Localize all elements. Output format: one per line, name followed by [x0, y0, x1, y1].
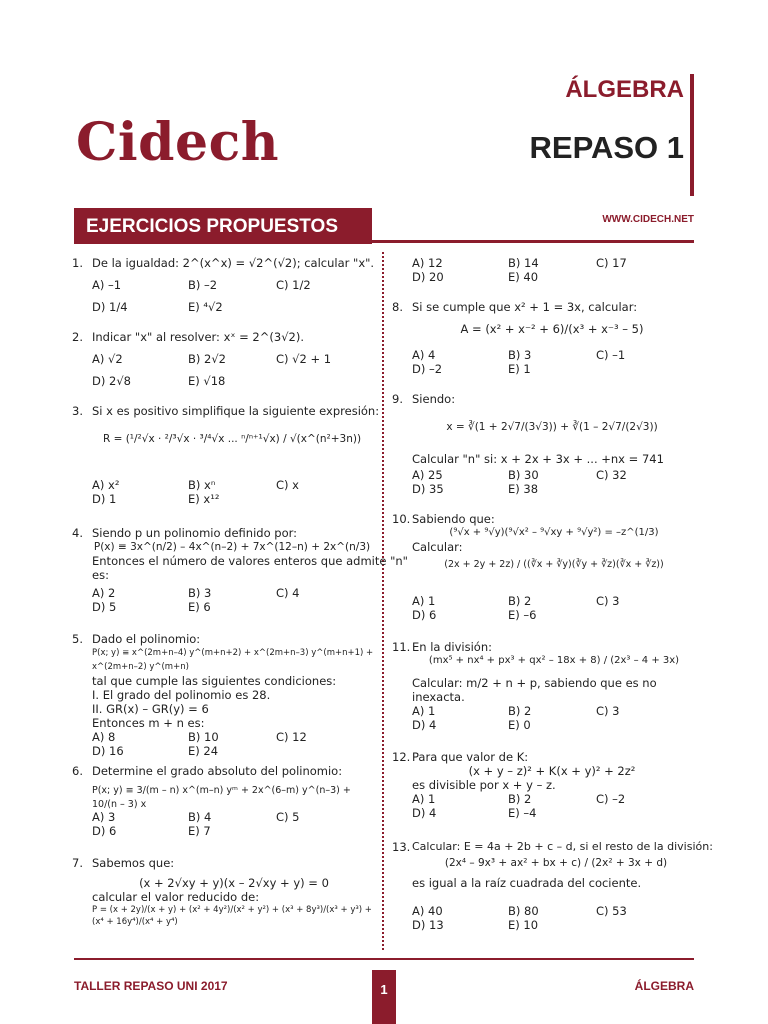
exercise-statement: Sabiendo que:: [412, 512, 495, 526]
condition-1: I. El grado del polinomio es 28.: [92, 688, 271, 702]
option-b: B) 3: [508, 348, 532, 362]
option-c: C) 3: [596, 704, 620, 718]
formula: P(x; y) ≡ x^(2m+n–4) y^(m+n+2) + x^(2m+n–3) y^(m+n+1) + x^(2m+n–2) y^(m+n): [92, 648, 374, 672]
option-a: A) 1: [412, 792, 436, 806]
exercise-statement: tal que cumple las siguientes condiciones:: [92, 674, 337, 688]
option-a: A) 1: [412, 704, 436, 718]
exercise-2: [72, 330, 368, 390]
exercise-6: [72, 764, 372, 844]
exercise-statement: Dado el polinomio:: [92, 632, 201, 646]
option-a: A) 8: [92, 730, 116, 744]
footer-course: TALLER REPASO UNI 2017: [74, 979, 228, 993]
column-divider: [382, 252, 384, 950]
option-b: B) 10: [188, 730, 219, 744]
option-c: C) 53: [596, 904, 627, 918]
option-c: C) 5: [276, 810, 300, 824]
exercise-9: [392, 392, 692, 502]
option-b: B) 14: [508, 256, 539, 270]
option-a: A) 4: [412, 348, 436, 362]
formula: (x + 2√xy + y)(x – 2√xy + y) = 0: [139, 876, 329, 890]
formula: P = (x + 2y)/(x + y) + (x² + 4y²)/(x² + y²) + (x³ + 8y³)/(x³ + y³) + (x⁴ + 16y⁴)/(x⁴ + y⁴): [92, 905, 372, 927]
footer-divider: [74, 958, 694, 960]
exercise-statement: De la igualdad: 2^(x^x) = √2^(√2); calcular "x".: [92, 256, 375, 270]
exercise-statement: Para que valor de K:: [412, 750, 529, 764]
exercise-statement: es:: [92, 568, 109, 582]
option-c: C) 17: [596, 256, 627, 270]
exercise-12: [392, 750, 696, 824]
exercise-statement: Determine el grado absoluto del polinomio:: [92, 764, 343, 778]
exercise-10: [392, 512, 696, 626]
exercise-statement: Indicar "x" al resolver: xˣ = 2^(3√2).: [92, 330, 304, 344]
exercise-number: 12.: [392, 750, 411, 764]
option-c: C) 32: [596, 468, 627, 482]
exercise-13: [392, 840, 713, 940]
exercise-number: 1.: [72, 256, 83, 270]
exercise-number: 7.: [72, 856, 83, 870]
option-b: B) 2: [508, 594, 532, 608]
page-number-box: [372, 970, 396, 1024]
option-e: E) 6: [188, 600, 211, 614]
exercise-number: 8.: [392, 300, 403, 314]
option-c: C) –2: [596, 792, 626, 806]
option-d: D) 6: [412, 608, 437, 622]
footer-subject: ÁLGEBRA: [634, 979, 694, 993]
option-e: E) 0: [508, 718, 531, 732]
exercise-statement: Entonces m + n es:: [92, 716, 205, 730]
option-d: D) 16: [92, 744, 124, 758]
exercise-statement: Calcular:: [412, 540, 463, 554]
formula: (2x⁴ – 9x³ + ax² + bx + c) / (2x² + 3x + d): [444, 857, 668, 869]
exercise-statement: Entonces el número de valores enteros que admite "n": [92, 554, 408, 568]
formula: (⁹√x + ⁹√y)(⁹√x² – ⁹√xy + ⁹√y²) = –z^(1/3): [449, 527, 659, 538]
exercise-statement: Calcular "n" si: x + 2x + 3x + ... +nx = 741: [412, 452, 664, 466]
option-b: B) 30: [508, 468, 539, 482]
exercise-statement: Siendo p un polinomio definido por:: [92, 526, 298, 540]
exercise-statement: Si x es positivo simplifique la siguiente expresión:: [92, 404, 380, 418]
option-d: D) –2: [412, 362, 443, 376]
option-e: E) 38: [508, 482, 539, 496]
exercise-statement: Calcular: E = 4a + 2b + c – d, si el resto de la división:: [412, 840, 713, 853]
website-link[interactable]: WWW.CIDECH.NET: [602, 214, 694, 225]
exercise-11: [392, 640, 696, 736]
option-e: E) √18: [188, 374, 226, 388]
exercise-number: 3.: [72, 404, 83, 418]
option-e: E) 1: [508, 362, 531, 376]
option-b: B) 3: [188, 586, 212, 600]
exercise-number: 11.: [392, 640, 411, 654]
formula: (2x + 2y + 2z) / ((∛x + ∛y)(∛y + ∛z)(∛x + ∛z)): [444, 559, 664, 570]
logo: Cidech: [76, 112, 280, 173]
option-c: C) 4: [276, 586, 300, 600]
exercise-7: [72, 856, 372, 946]
exercise-statement: es igual a la raíz cuadrada del cociente.: [412, 876, 642, 890]
option-a: A) 2: [92, 586, 116, 600]
exercise-statement: Si se cumple que x² + 1 = 3x, calcular:: [412, 300, 638, 314]
header-divider: [690, 74, 694, 196]
option-d: D) 4: [412, 718, 437, 732]
page-number: 1: [380, 982, 388, 997]
option-b: B) 80: [508, 904, 539, 918]
exercise-statement: calcular el valor reducido de:: [92, 890, 260, 904]
option-c: C) √2 + 1: [276, 352, 332, 366]
exercise-statement: Siendo:: [412, 392, 456, 406]
option-e: E) 10: [508, 918, 539, 932]
option-c: C) x: [276, 478, 299, 492]
exercise-4: [72, 526, 408, 622]
option-a: A) 12: [412, 256, 443, 270]
exercise-number: 4.: [72, 526, 83, 540]
exercise-number: 6.: [72, 764, 83, 778]
option-e: E) –4: [508, 806, 537, 820]
section-title: EJERCICIOS PROPUESTOS: [86, 216, 338, 237]
option-b: B) xⁿ: [188, 478, 216, 492]
exercise-3: [72, 404, 380, 514]
option-b: B) 2: [508, 704, 532, 718]
option-d: D) 1/4: [92, 300, 128, 314]
option-e: E) 40: [508, 270, 539, 284]
exercise-statement: es divisible por x + y – z.: [412, 778, 556, 792]
formula: x = ∛(1 + 2√7/(3√3)) + ∛(1 – 2√7/(2√3)): [446, 421, 658, 433]
formula: P(x) ≡ 3x^(n/2) – 4x^(n–2) + 7x^(12–n) + 2x^(n/3): [93, 541, 371, 553]
option-a: A) 40: [412, 904, 443, 918]
exercise-statement: En la división:: [412, 640, 492, 654]
option-c: C) –1: [596, 348, 626, 362]
formula: (mx⁵ + nx⁴ + px³ + qx² – 18x + 8) / (2x³ – 4 + 3x): [428, 655, 680, 666]
exercise-5: [72, 632, 372, 756]
option-b: B) 4: [188, 810, 212, 824]
option-c: C) 1/2: [276, 278, 311, 292]
option-a: A) 1: [412, 594, 436, 608]
exercise-statement: Sabemos que:: [92, 856, 175, 870]
option-d: D) 5: [92, 600, 117, 614]
exercise-number: 5.: [72, 632, 83, 646]
option-b: B) –2: [188, 278, 218, 292]
option-e: E) x¹²: [188, 492, 220, 506]
option-d: D) 4: [412, 806, 437, 820]
formula: P(x; y) ≡ 3/(m – n) x^(m–n) yᵐ + 2x^(6–m) y^(n–3) + 10/(n – 3) x: [92, 785, 351, 810]
option-c: C) 12: [276, 730, 307, 744]
exercise-7-options: [392, 256, 692, 286]
option-d: D) 13: [412, 918, 444, 932]
option-e: E) 24: [188, 744, 219, 758]
option-a: A) x²: [92, 478, 120, 492]
option-d: D) 20: [412, 270, 444, 284]
exercise-number: 9.: [392, 392, 403, 406]
option-e: E) 7: [188, 824, 211, 838]
option-b: B) 2: [508, 792, 532, 806]
formula: R = (¹/²√x · ²/³√x · ³/⁴√x ... ⁿ/ⁿ⁺¹√x) / √(x^(n²+3n)): [102, 433, 362, 445]
option-d: D) 35: [412, 482, 444, 496]
option-e: E) –6: [508, 608, 537, 622]
formula: (x + y – z)² + K(x + y)² + 2z²: [468, 764, 636, 778]
option-d: D) 6: [92, 824, 117, 838]
option-a: A) 25: [412, 468, 443, 482]
formula: A = (x² + x⁻² + 6)/(x³ + x⁻³ – 5): [460, 322, 644, 336]
option-d: D) 1: [92, 492, 117, 506]
option-b: B) 2√2: [188, 352, 226, 366]
exercise-number: 13.: [392, 840, 411, 854]
exercise-number: 2.: [72, 330, 83, 344]
option-a: A) 3: [92, 810, 116, 824]
option-d: D) 2√8: [92, 374, 131, 388]
exercise-number: 10.: [392, 512, 411, 526]
exercise-statement: Calcular: m/2 + n + p, sabiendo que es no inexacta.: [412, 676, 657, 704]
section-banner: [74, 208, 372, 244]
subject-title: ÁLGEBRA: [565, 76, 684, 103]
condition-2: II. GR(x) – GR(y) = 6: [92, 702, 209, 716]
banner-underline: [74, 240, 694, 243]
option-e: E) ⁴√2: [188, 300, 223, 314]
option-a: A) –1: [92, 278, 122, 292]
option-c: C) 3: [596, 594, 620, 608]
exercise-8: [392, 300, 692, 380]
exercise-1: [72, 256, 375, 316]
option-a: A) √2: [92, 352, 123, 366]
page-title: REPASO 1: [529, 130, 684, 165]
